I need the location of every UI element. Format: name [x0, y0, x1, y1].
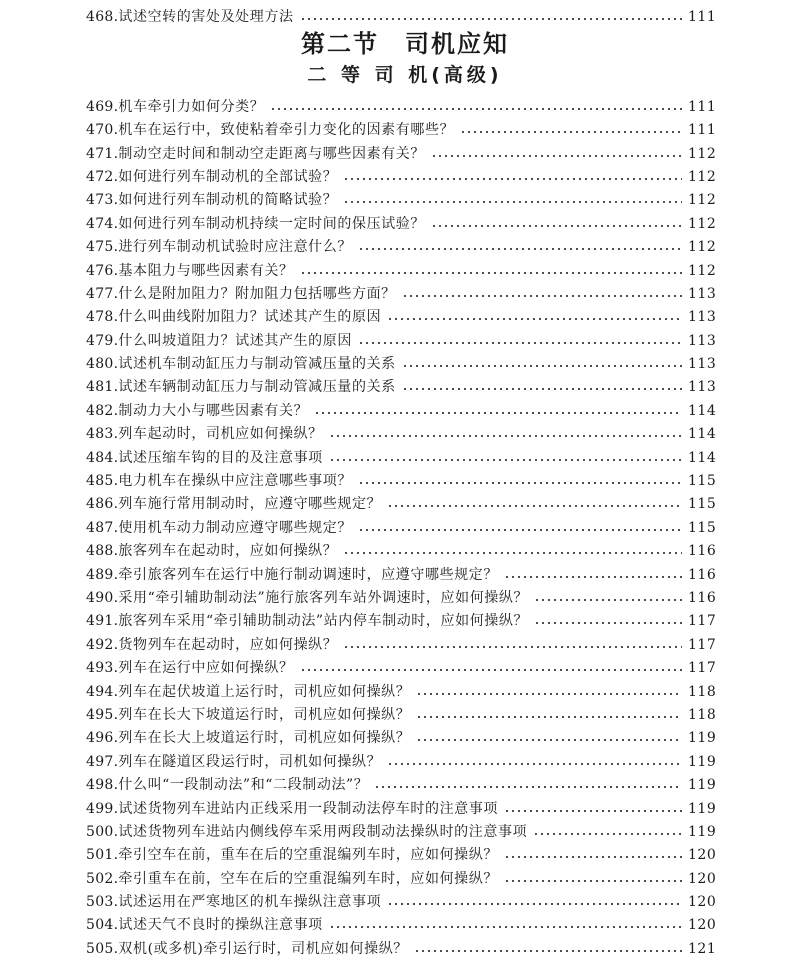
dot-leader	[504, 808, 682, 814]
toc-entry	[86, 395, 717, 419]
dot-leader	[431, 223, 682, 229]
entry-page: 112	[688, 262, 717, 279]
entry-number: 491.	[86, 613, 119, 630]
dot-leader	[460, 129, 682, 135]
entry-page: 112	[688, 145, 717, 162]
entry-page: 114	[688, 426, 717, 443]
toc-entry	[86, 419, 717, 443]
entry-page: 117	[688, 613, 717, 630]
entry-number: 488.	[86, 543, 119, 560]
entry-page: 113	[688, 332, 717, 349]
entry-page: 120	[688, 847, 717, 864]
entry-number: 489.	[86, 566, 119, 583]
section-subtitle: 二 等 司 机(高级)	[307, 64, 503, 87]
entry-text: 使用机车动力制动应遵守哪些规定？	[118, 519, 352, 536]
dot-leader	[534, 620, 682, 626]
toc-entry	[86, 185, 717, 209]
dot-leader	[374, 784, 682, 790]
entry-page: 117	[688, 660, 717, 677]
entry-text: 基本阻力与哪些因素有关？	[118, 262, 294, 279]
toc-entry	[86, 770, 717, 794]
entry-text: 试述天气不良时的操纵注意事项	[118, 917, 323, 934]
entry-text: 列车在起伏坡道上运行时，司机应如何操纵？	[118, 683, 411, 700]
toc-entry	[86, 208, 717, 232]
entry-page: 112	[688, 168, 717, 185]
toc-entry	[86, 723, 717, 747]
entry-number: 487.	[86, 519, 119, 536]
dot-leader	[387, 761, 682, 767]
entry-number: 473.	[86, 192, 119, 209]
entry-page: 113	[688, 309, 717, 326]
dot-leader	[358, 480, 682, 486]
dot-leader	[504, 878, 682, 884]
dot-leader	[358, 246, 682, 252]
dot-leader	[402, 363, 682, 369]
dot-leader	[329, 924, 682, 930]
dot-leader	[402, 386, 682, 392]
entry-number: 485.	[86, 473, 119, 490]
dot-leader	[329, 457, 682, 463]
entry-number: 471.	[86, 145, 119, 162]
toc-entry	[86, 372, 717, 396]
entry-page: 111	[688, 9, 717, 26]
entry-page: 119	[688, 823, 717, 840]
entry-text: 列车在长大上坡道运行时，司机应如何操纵？	[118, 730, 411, 747]
toc-entry	[86, 325, 717, 349]
toc-entry	[86, 2, 717, 26]
entry-page: 121	[688, 940, 717, 957]
entry-text: 列车起动时，司机应如何操纵？	[118, 426, 323, 443]
entry-page: 118	[688, 706, 717, 723]
toc-entry	[86, 302, 717, 326]
toc-entry	[86, 910, 717, 934]
entry-text: 采用“牵引辅助制动法”施行旅客列车站外调速时，应如何操纵？	[118, 589, 529, 606]
entry-text: 列车在长大下坡道运行时，司机应如何操纵？	[118, 706, 411, 723]
entry-number: 483.	[86, 426, 119, 443]
entry-text: 列车在隧道区段运行时，司机如何操纵？	[118, 753, 382, 770]
entry-number: 495.	[86, 706, 119, 723]
entry-number: 480.	[86, 356, 119, 373]
dot-leader	[387, 901, 682, 907]
entry-page: 113	[688, 356, 717, 373]
entry-page: 114	[688, 449, 717, 466]
toc-entry	[86, 349, 717, 373]
entry-page: 115	[688, 473, 717, 490]
entry-number: 481.	[86, 379, 119, 396]
entry-number: 482.	[86, 402, 119, 419]
entry-page: 116	[688, 566, 717, 583]
entry-text: 试述空转的害处及处理方法	[118, 9, 294, 26]
entry-number: 468.	[86, 9, 119, 26]
entry-text: 列车施行常用制动时，应遵守哪些规定？	[118, 496, 382, 513]
entry-page: 119	[688, 753, 717, 770]
entry-text: 牵引重车在前，空车在后的空重混编列车时，应如何操纵？	[118, 870, 498, 887]
entry-text: 试述货物列车进站内正线采用一段制动法停车时的注意事项	[118, 800, 498, 817]
entry-number: 493.	[86, 660, 119, 677]
entry-page: 113	[688, 379, 717, 396]
dot-leader	[416, 691, 682, 697]
toc-entry	[86, 793, 717, 817]
entry-text: 什么叫坡道阻力？试述其产生的原因	[118, 332, 352, 349]
toc-entry	[86, 138, 717, 162]
entry-text: 试述货物列车进站内侧线停车采用两段制动法操纵时的注意事项	[118, 823, 528, 840]
entry-page: 115	[688, 519, 717, 536]
entry-text: 进行列车制动机试验时应注意什么？	[118, 239, 352, 256]
toc-entry	[86, 629, 717, 653]
entry-page: 112	[688, 239, 717, 256]
entry-text: 电力机车在操纵中应注意哪些事项？	[118, 473, 352, 490]
entry-number: 503.	[86, 894, 119, 911]
entry-number: 504.	[86, 917, 119, 934]
entry-number: 476.	[86, 262, 119, 279]
dot-leader	[358, 527, 682, 533]
entry-page: 115	[688, 496, 717, 513]
entry-page: 117	[688, 636, 717, 653]
entry-number: 497.	[86, 753, 119, 770]
entry-number: 498.	[86, 777, 119, 794]
dot-leader	[387, 316, 682, 322]
entry-page: 118	[688, 683, 717, 700]
entry-page: 113	[688, 285, 717, 302]
toc-entry	[86, 466, 717, 490]
dot-leader	[402, 293, 682, 299]
toc-entry	[86, 583, 717, 606]
entry-text: 牵引旅客列车在运行中施行制动调速时，应遵守哪些规定？	[118, 566, 498, 583]
dot-leader	[300, 270, 682, 276]
toc-entry	[86, 279, 717, 302]
entry-number: 470.	[86, 122, 119, 139]
dot-leader	[504, 574, 682, 580]
dot-leader	[270, 106, 682, 112]
toc-entry	[86, 232, 717, 256]
entry-page: 112	[688, 215, 717, 232]
entry-text: 试述运用在严寒地区的机车操纵注意事项	[118, 894, 382, 911]
toc-entry	[86, 536, 717, 560]
dot-leader	[534, 597, 682, 603]
entry-text: 牵引空车在前，重车在后的空重混编列车时，应如何操纵？	[118, 847, 498, 864]
toc-entry	[86, 559, 717, 583]
dot-leader	[343, 199, 682, 205]
entry-number: 477.	[86, 285, 119, 302]
entry-number: 469.	[86, 98, 119, 115]
entry-number: 475.	[86, 239, 119, 256]
entry-text: 试述机车制动缸压力与制动管减压量的关系	[118, 356, 396, 373]
entry-number: 499.	[86, 800, 119, 817]
entry-number: 478.	[86, 309, 119, 326]
entry-page: 114	[688, 402, 717, 419]
entry-number: 501.	[86, 847, 119, 864]
toc-entry	[86, 91, 717, 115]
entry-text: 什么叫“一段制动法”和“二段制动法”？	[118, 777, 369, 794]
dot-leader	[300, 667, 682, 673]
entry-text: 什么是附加阻力？附加阻力包括哪些方面？	[118, 285, 396, 302]
toc-entry	[86, 442, 717, 466]
toc-entry	[86, 162, 717, 185]
dot-leader	[314, 410, 682, 416]
entry-text: 货物列车在起动时，应如何操纵？	[118, 636, 338, 653]
entry-number: 486.	[86, 496, 119, 513]
entry-text: 制动空走时间和制动空走距离与哪些因素有关？	[118, 145, 425, 162]
entry-page: 111	[688, 122, 717, 139]
entry-number: 496.	[86, 730, 119, 747]
entry-number: 494.	[86, 683, 119, 700]
section-title: 第二节 司机应知	[301, 30, 509, 59]
entry-page: 116	[688, 589, 717, 606]
dot-leader	[416, 714, 682, 720]
dot-leader	[533, 831, 682, 837]
dot-leader	[504, 854, 682, 860]
entry-page: 120	[688, 870, 717, 887]
toc-entry	[86, 700, 717, 723]
entry-text: 如何进行列车制动机持续一定时间的保压试验？	[118, 215, 425, 232]
entry-text: 如何进行列车制动机的全部试验？	[118, 168, 338, 185]
toc-entry	[86, 115, 717, 139]
toc-entry	[86, 840, 717, 864]
entry-number: 500.	[86, 823, 119, 840]
toc-entry	[86, 255, 717, 279]
entry-number: 502.	[86, 870, 119, 887]
toc-entry	[86, 489, 717, 513]
dot-leader	[358, 340, 682, 346]
entry-page: 111	[688, 98, 717, 115]
entry-text: 列车在运行中应如何操纵？	[118, 660, 294, 677]
entry-page: 116	[688, 543, 717, 560]
dot-leader	[343, 176, 682, 182]
entry-page: 120	[688, 917, 717, 934]
entry-text: 机车在运行中，致使粘着牵引力变化的因素有哪些？	[118, 122, 455, 139]
entry-number: 490.	[86, 589, 119, 606]
entry-page: 119	[688, 777, 717, 794]
entry-number: 505.	[86, 940, 119, 957]
entry-number: 472.	[86, 168, 119, 185]
dot-leader	[343, 550, 682, 556]
entry-text: 什么叫曲线附加阻力？试述其产生的原因	[118, 309, 382, 326]
toc-entry	[86, 887, 717, 911]
dot-leader	[387, 503, 682, 509]
dot-leader	[414, 948, 682, 954]
toc-entry	[86, 933, 717, 957]
entry-page: 119	[688, 730, 717, 747]
entry-page: 112	[688, 192, 717, 209]
dot-leader	[416, 737, 682, 743]
entry-text: 试述车辆制动缸压力与制动管减压量的关系	[118, 379, 396, 396]
toc-entry	[86, 863, 717, 887]
entry-number: 484.	[86, 449, 119, 466]
toc-entry	[86, 746, 717, 770]
toc-entry	[86, 817, 717, 840]
dot-leader	[300, 16, 682, 22]
entry-number: 474.	[86, 215, 119, 232]
entry-number: 479.	[86, 332, 119, 349]
toc-entry	[86, 512, 717, 536]
dot-leader	[343, 644, 682, 650]
entry-page: 120	[688, 894, 717, 911]
entry-text: 如何进行列车制动机的简略试验？	[118, 192, 338, 209]
entry-page: 119	[688, 800, 717, 817]
entry-text: 制动力大小与哪些因素有关？	[118, 402, 309, 419]
entry-text: 旅客列车采用“牵引辅助制动法”站内停车制动时，应如何操纵？	[118, 613, 529, 630]
toc-entry	[86, 653, 717, 677]
dot-leader	[431, 153, 682, 159]
toc-list	[0, 91, 800, 956]
entry-text: 试述压缩车钩的目的及注意事项	[118, 449, 323, 466]
toc-entry	[86, 606, 717, 630]
entry-number: 492.	[86, 636, 119, 653]
entry-text: 双机(或多机)牵引运行时，司机应如何操纵？	[118, 940, 408, 957]
toc-entry	[86, 676, 717, 700]
dot-leader	[329, 433, 682, 439]
entry-text: 机车牵引力如何分类？	[118, 98, 265, 115]
entry-text: 旅客列车在起动时，应如何操纵？	[118, 543, 338, 560]
